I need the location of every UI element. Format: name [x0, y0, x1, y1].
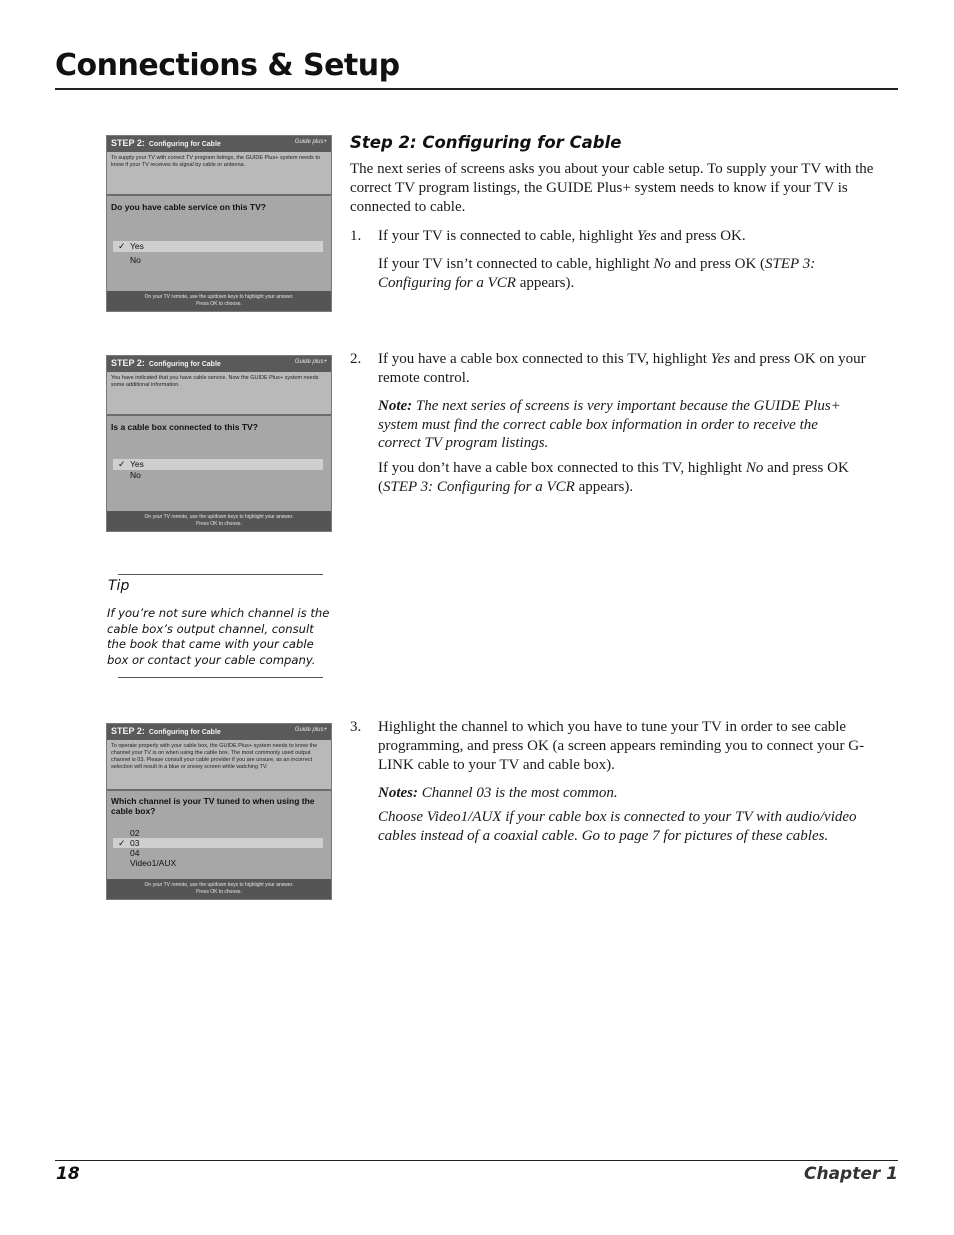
chapter-label: Chapter 1	[803, 1164, 898, 1184]
intro-paragraph: The next series of screens asks you about your cable setup. To supply your TV with the correct TV program listings, the GUIDE Plus+ system needs to know if your TV is connected to cable.	[350, 161, 874, 215]
tv-step-label: STEP 2:	[111, 726, 145, 736]
tip-top-divider	[118, 574, 323, 575]
section-heading: Step 2: Configuring for Cable	[350, 133, 622, 152]
tv-option-selected: ✓ Yes	[113, 241, 323, 252]
step-2-alt-text: If you don’t have a cable box connected to this TV, highlight No and press OK (STEP 3: Configuring for a VCR appears).	[378, 460, 849, 495]
list-number: 2.	[350, 351, 362, 367]
tv-option: 04	[130, 848, 140, 858]
tv-intro-text: To supply your TV with correct TV program listings, the GUIDE Plus+ system needs to know if your TV receives its signal by cable or antenna.	[107, 152, 331, 196]
tv-screen-header	[107, 724, 331, 740]
checkmark-icon: ✓	[118, 459, 126, 469]
step-1-alt-text: If your TV isn’t connected to cable, highlight No and press OK (STEP 3: Configuring for a VCR appears).	[378, 256, 816, 291]
tv-option: No	[130, 255, 141, 265]
header-divider	[55, 88, 898, 90]
tv-screen-footer: On your TV remote, use the up/down keys to highlight your answer. Press OK to choose.	[107, 291, 331, 311]
step-2-text: If you have a cable box connected to this TV, highlight Yes and press OK on your remote control.	[378, 351, 866, 386]
guide-plus-logo: Guide plus+	[294, 359, 327, 365]
tip-text: If you’re not sure which channel is the cable box’s output channel, consult the book that came with your cable box or contact your cable company.	[107, 606, 330, 667]
tip-bottom-divider	[118, 677, 323, 678]
step-3-notes-extra: Choose Video1/AUX if your cable box is connected to your TV with audio/video cables instead of a coaxial cable. Go to page 7 for pictures of these cables.	[378, 809, 857, 844]
tv-step-label: STEP 2:	[111, 138, 145, 148]
tv-screen-header	[107, 356, 331, 372]
list-number: 1.	[350, 228, 362, 244]
tv-option-selected: ✓ Yes	[113, 459, 323, 470]
tv-screen-footer: On your TV remote, use the up/down keys to highlight your answer. Press OK to choose.	[107, 879, 331, 899]
guide-plus-logo: Guide plus+	[294, 139, 327, 145]
page-number: 18	[56, 1164, 80, 1184]
step-2-note: Note: The next series of screens is very important because the GUIDE Plus+ system must find the correct cable box information in order to receive the correct TV program listings.	[378, 398, 841, 451]
tv-option: No	[130, 470, 141, 480]
step-3-text: Highlight the channel to which you have to tune your TV in order to see cable programming, and press OK (a screen appears reminding you to connect your G-LINK cable to your TV and cable box).	[378, 719, 865, 773]
tv-options-list	[107, 828, 331, 868]
tv-option: 02	[130, 828, 140, 838]
tv-option-selected: ✓ 03	[113, 838, 323, 848]
tip-label: Tip	[108, 578, 130, 594]
checkmark-icon: ✓	[118, 241, 126, 251]
tv-step-label: STEP 2:	[111, 358, 145, 368]
tv-options-list	[107, 241, 331, 266]
tv-intro-text: You have indicated that you have cable service. Now the GUIDE Plus+ system needs some additional information.	[107, 372, 331, 416]
tv-screen-header	[107, 136, 331, 152]
footer-divider	[55, 1160, 898, 1161]
list-number: 3.	[350, 719, 362, 735]
tv-question: Do you have cable service on this TV?	[111, 202, 266, 212]
page-title: Connections & Setup	[55, 48, 400, 83]
tv-options-list	[107, 459, 331, 481]
tv-screen-cable-service	[106, 135, 332, 312]
tv-step-subtitle: Configuring for Cable	[148, 729, 221, 736]
tv-intro-text: To operate properly with your cable box, the GUIDE Plus+ system needs to know the channel your TV is on when using the cable box. The most commonly used output channel is 03. Please consult your cable provider if you are unsure, as an incorrect selection will result in a blue or snowy screen while watching TV.	[107, 740, 331, 791]
guide-plus-logo: Guide plus+	[294, 727, 327, 733]
tv-screen-cable-box	[106, 355, 332, 532]
checkmark-icon: ✓	[118, 838, 126, 848]
tv-screen-footer: On your TV remote, use the up/down keys to highlight your answer. Press OK to choose.	[107, 511, 331, 531]
step-3-notes: Notes: Channel 03 is the most common.	[378, 785, 618, 801]
tv-question: Is a cable box connected to this TV?	[111, 422, 258, 432]
tv-question: Which channel is your TV tuned to when using the cable box?	[111, 796, 315, 816]
tv-screen-channel	[106, 723, 332, 900]
tv-option: Video1/AUX	[130, 858, 177, 868]
tv-step-subtitle: Configuring for Cable	[148, 361, 221, 368]
step-1-text: If your TV is connected to cable, highlight Yes and press OK.	[378, 228, 746, 244]
tv-step-subtitle: Configuring for Cable	[148, 141, 221, 148]
